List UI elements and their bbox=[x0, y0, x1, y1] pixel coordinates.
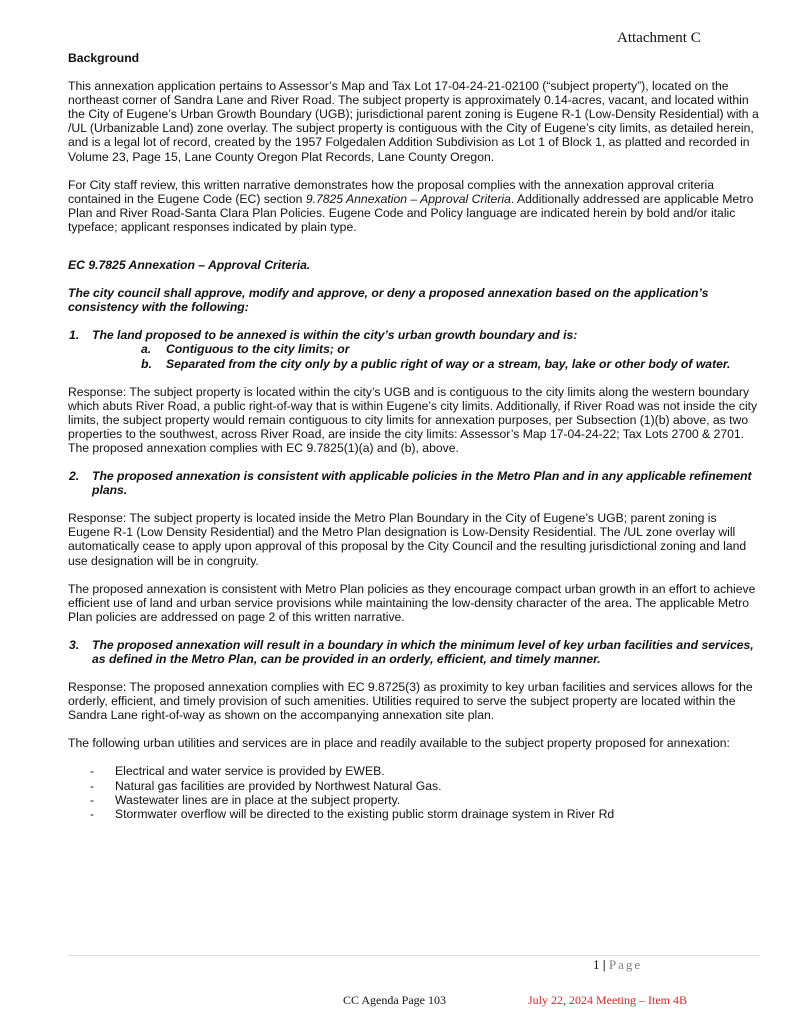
criterion-3-response-2: The following urban utilities and services are in place and readily available to the subject property proposed for annexation: bbox=[68, 736, 730, 751]
criterion-1a-text: Contiguous to the city limits; or bbox=[166, 342, 350, 357]
page-number bbox=[593, 957, 642, 973]
utilities-list bbox=[68, 764, 760, 820]
criterion-3-response-1: Response: The proposed annexation complies with EC 9.8725(3) as proximity to key urban facilities and services allows for the orderly, efficient, and timely provision of such amenities. Utilities required to serve the subject property are located within the Sandra Lane right-of-way as shown on the accompanying annexation site plan. bbox=[68, 680, 753, 723]
criterion-2-text: The proposed annexation is consistent with applicable policies in the Metro Plan and in any applicable refinement plans. bbox=[92, 469, 752, 498]
page-number-separator: | bbox=[602, 957, 606, 972]
list-item bbox=[90, 764, 760, 778]
criterion-3 bbox=[68, 638, 760, 666]
attachment-label: Attachment C bbox=[617, 30, 701, 46]
background-paragraph-2 bbox=[68, 178, 760, 234]
bullet-marker: - bbox=[90, 806, 95, 821]
bullet-marker: - bbox=[90, 792, 95, 807]
criterion-1-number: 1. bbox=[69, 328, 80, 343]
criterion-2-response-1: Response: The subject property is located inside the Metro Plan Boundary in the City of Eugene’s UGB; parent zoning is Eugene R-1 (Low Density Residential) and the Metro Plan designation is Low-Density Residential. The /UL zone overlay will automatically cease to apply upon approval of this proposal by the City Council and the resulting jurisdictional zoning and land use designation will be in congruity. bbox=[68, 511, 747, 568]
criterion-1a bbox=[68, 342, 760, 356]
criterion-1b-letter: b. bbox=[141, 356, 152, 371]
criterion-1b-text: Separated from the city only by a public right of way or a stream, bay, lake or other body of water. bbox=[166, 356, 731, 371]
footer-divider bbox=[68, 955, 760, 956]
criterion-1 bbox=[68, 328, 760, 342]
criterion-3-number: 3. bbox=[69, 637, 80, 652]
criteria-intro: The city council shall approve, modify and approve, or deny a proposed annexation based on the application’s consistency with the following: bbox=[68, 286, 709, 315]
criterion-2-number: 2. bbox=[69, 469, 80, 484]
agenda-page-label: CC Agenda Page 103 bbox=[343, 993, 446, 1007]
bullet-marker: - bbox=[90, 778, 95, 793]
criterion-2-response-2: The proposed annexation is consistent with Metro Plan policies as they encourage compact urban growth in an effort to achieve efficient use of land and urban service provisions while maintaining the low-density character of the area. The applicable Metro Plan policies are addressed on page 2 of this written narrative. bbox=[68, 581, 756, 624]
list-item-text: Stormwater overflow will be directed to the existing public storm drainage system in River Rd bbox=[115, 806, 615, 821]
criterion-1-text: The land proposed to be annexed is within the city’s urban growth boundary and is: bbox=[92, 328, 578, 343]
document-body bbox=[68, 51, 760, 821]
criteria-heading: EC 9.7825 Annexation – Approval Criteria. bbox=[68, 258, 311, 273]
list-item-text: Wastewater lines are in place at the subject property. bbox=[115, 792, 401, 807]
para2-text-a: For City staff review, this written narrative demonstrates how the proposal complies with the annexation approval criteria contained in the Eugene Code (EC) section bbox=[68, 177, 715, 206]
background-paragraph-1: This annexation application pertains to Assessor’s Map and Tax Lot 17-04-24-21-02100 (“subject property”), located on the northeast corner of Sandra Lane and River Road. The subject property is approximately 0.14-acres, vacant, and located within the City of Eugene’s Urban Growth Boundary (UGB); jurisdictional parent zoning is Eugene R-1 (Low-Density Residential) with a /UL (Urbanizable Land) zone overlay. The subject property is contiguous with the City of Eugene’s city limits, as detailed herein, and is a legal lot of record, created by the 1957 Folgedalen Addition Subdivision as Lot 1 of Block 1, as platted and recorded in Volume 23, Page 15, Lane County Oregon Plat Records, Lane County Oregon. bbox=[68, 79, 759, 164]
criterion-1a-letter: a. bbox=[141, 342, 152, 357]
criterion-1b bbox=[68, 357, 760, 371]
bullet-marker: - bbox=[90, 764, 95, 779]
criterion-2 bbox=[68, 469, 760, 497]
criterion-3-text: The proposed annexation will result in a boundary in which the minimum level of key urban facilities and services, as defined in the Metro Plan, can be provided in an orderly, efficient, and timely manner. bbox=[92, 637, 754, 666]
list-item bbox=[90, 779, 760, 793]
page-number-word: Page bbox=[608, 957, 643, 972]
criterion-1-response: Response: The subject property is located within the city’s UGB and is contiguous to the city limits along the western boundary which abuts River Road, a public right-of-way that is within Eugene’s city limits. Additionally, if River Road was not inside the city limits, the subject property would remain contiguous to city limits for annexation purposes, per Subsection (1)(b) above, as two properties to the southwest, across River Road, are inside the city limits: Assessor’s Map 17-04-24-22; Tax Lots 2700 & 2701. The proposed annexation complies with EC 9.7825(1)(a) and (b), above. bbox=[68, 384, 758, 455]
background-heading: Background bbox=[68, 51, 140, 65]
para2-text-b: . Additionally addressed are applicable Metro Plan and River Road-Santa Clara Plan Policies. Eugene Code and Policy language are indicated herein by bold and/or italic typeface; applicant responses indicated by plain type. bbox=[68, 191, 754, 234]
meeting-item-label: July 22, 2024 Meeting – Item 4B bbox=[528, 993, 687, 1007]
list-item-text: Electrical and water service is provided by EWEB. bbox=[115, 764, 385, 779]
page-number-value: 1 bbox=[593, 957, 600, 972]
list-item bbox=[90, 807, 760, 821]
list-item-text: Natural gas facilities are provided by Northwest Natural Gas. bbox=[115, 778, 442, 793]
list-item bbox=[90, 793, 760, 807]
para2-italic-reference: 9.7825 Annexation – Approval Criteria bbox=[305, 191, 511, 206]
